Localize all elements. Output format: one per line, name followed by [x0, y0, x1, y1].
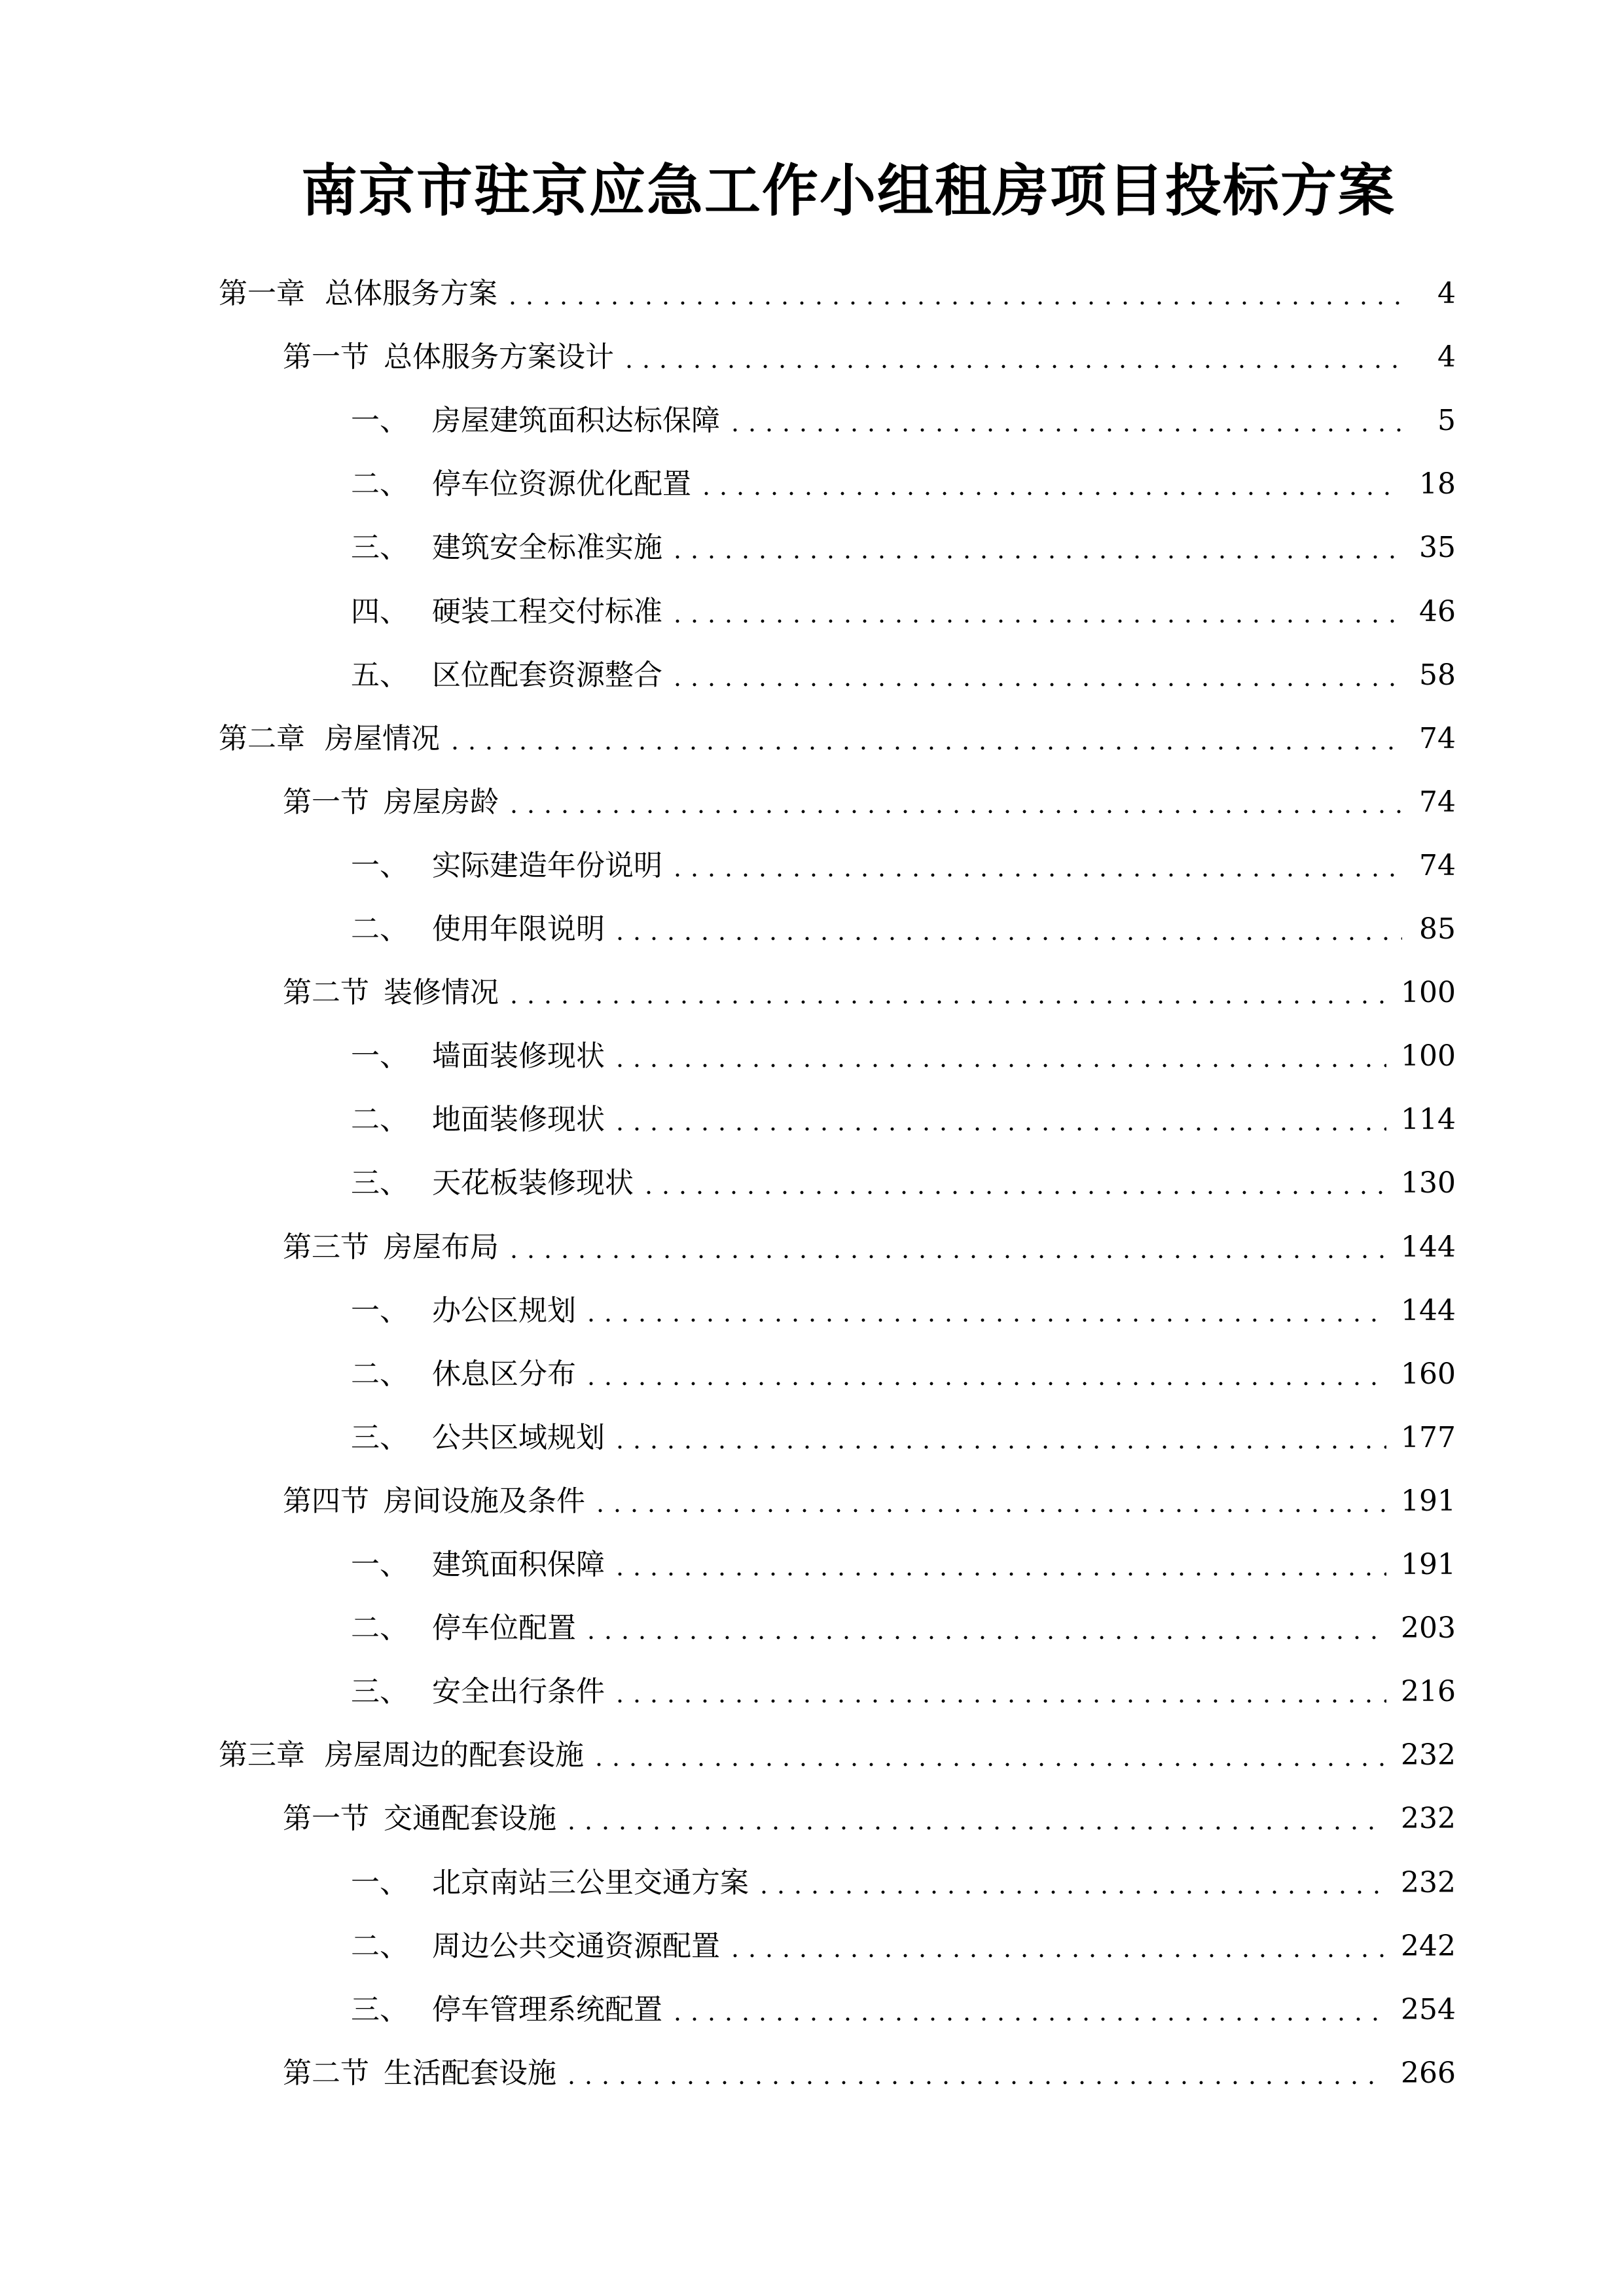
toc-page-number: 144 — [1401, 1230, 1456, 1264]
toc-dot-leader — [611, 1024, 1386, 1088]
toc-entry — [351, 1533, 1456, 1596]
toc-page-number: 177 — [1401, 1420, 1456, 1454]
toc-entry-title: 实际建造年份说明 — [432, 848, 662, 882]
toc-entry-number: 三、 — [351, 1166, 408, 1200]
toc-entry-number: 第二节 — [283, 976, 369, 1010]
toc-entry — [351, 1024, 1456, 1088]
toc-entry — [283, 1215, 1456, 1279]
toc-page-number: 4 — [1437, 340, 1456, 374]
toc-entry-title: 建筑安全标准实施 — [432, 531, 662, 565]
toc-dot-leader — [727, 389, 1402, 452]
toc-entry — [351, 1914, 1456, 1978]
toc-dot-leader — [611, 1088, 1386, 1151]
toc-dot-leader — [621, 325, 1402, 389]
toc-page-number: 130 — [1401, 1166, 1456, 1200]
toc-entry-title: 墙面装修现状 — [432, 1039, 605, 1073]
toc-entry-number: 一、 — [351, 404, 408, 438]
toc-page-number: 85 — [1419, 912, 1456, 946]
toc-entry-number: 第三章 — [219, 1738, 305, 1772]
toc-page-number: 232 — [1401, 1865, 1456, 1899]
toc-entry-number: 三、 — [351, 531, 408, 565]
toc-dot-leader — [583, 1279, 1386, 1342]
toc-entry-title: 办公区规划 — [432, 1293, 576, 1327]
toc-entry-number: 一、 — [351, 1039, 408, 1073]
toc-dot-leader — [640, 1151, 1386, 1215]
toc-page-number: 5 — [1437, 404, 1456, 438]
toc-entry-number: 第一节 — [283, 1802, 369, 1836]
toc-entry — [283, 2041, 1456, 2105]
toc-page-number: 191 — [1401, 1548, 1456, 1581]
toc-entry-title: 房屋情况 — [325, 721, 440, 755]
toc-entry-number: 三、 — [351, 1420, 408, 1454]
toc-entry-title: 总体服务方案设计 — [384, 340, 614, 374]
toc-entry — [283, 1469, 1456, 1533]
toc-page-number: 232 — [1401, 1738, 1456, 1772]
toc-entry-number: 二、 — [351, 1357, 408, 1391]
toc-entry-number: 三、 — [351, 1992, 408, 2026]
toc-dot-leader — [446, 707, 1402, 770]
toc-dot-leader — [563, 2041, 1386, 2105]
toc-page-number: 35 — [1419, 531, 1456, 565]
toc-entry-number: 二、 — [351, 467, 408, 501]
toc-entry — [283, 961, 1456, 1024]
toc-entry-title: 休息区分布 — [432, 1357, 576, 1391]
toc-entry — [351, 1660, 1456, 1723]
toc-page-number: 58 — [1419, 658, 1456, 692]
toc-dot-leader — [755, 1851, 1386, 1914]
toc-entry-title: 生活配套设施 — [384, 2056, 556, 2090]
toc-page-number: 216 — [1401, 1675, 1456, 1709]
toc-entry-number: 第一章 — [219, 277, 305, 310]
toc-entry-number: 第四节 — [283, 1484, 369, 1518]
toc-entry — [351, 643, 1456, 707]
toc-entry-title: 房间设施及条件 — [384, 1484, 585, 1518]
toc-dot-leader — [669, 1978, 1386, 2041]
toc-dot-leader — [505, 1215, 1386, 1279]
toc-entry-title: 停车管理系统配置 — [432, 1992, 662, 2026]
toc-dot-leader — [669, 516, 1402, 579]
toc-entry — [283, 770, 1456, 834]
toc-entry-title: 公共区域规划 — [432, 1420, 605, 1454]
toc-dot-leader — [592, 1469, 1386, 1533]
toc-dot-leader — [505, 770, 1402, 834]
toc-entry — [219, 1723, 1456, 1787]
toc-entry — [351, 1851, 1456, 1914]
toc-entry — [351, 897, 1456, 961]
toc-dot-leader — [583, 1342, 1386, 1406]
toc-page-number: 114 — [1401, 1103, 1456, 1137]
toc-page-number: 100 — [1401, 1039, 1456, 1073]
toc-entry — [351, 1151, 1456, 1215]
toc-entry — [351, 516, 1456, 579]
toc-entry-title: 房屋周边的配套设施 — [325, 1738, 584, 1772]
toc-page-number: 18 — [1419, 467, 1456, 501]
toc-dot-leader — [669, 643, 1402, 707]
toc-page-number: 100 — [1401, 976, 1456, 1010]
toc-entry-number: 三、 — [351, 1675, 408, 1709]
toc-entry-title: 北京南站三公里交通方案 — [432, 1865, 749, 1899]
toc-entry — [351, 834, 1456, 897]
toc-entry-number: 第二章 — [219, 721, 305, 755]
toc-entry-number: 一、 — [351, 1865, 408, 1899]
toc-entry — [351, 1978, 1456, 2041]
toc-page-number: 4 — [1437, 277, 1456, 310]
toc-entry-title: 房屋房龄 — [384, 785, 499, 819]
toc-entry-number: 第一节 — [283, 340, 369, 374]
toc-entry-title: 区位配套资源整合 — [432, 658, 662, 692]
toc-entry-title: 使用年限说明 — [432, 912, 605, 946]
toc-entry-number: 五、 — [351, 658, 408, 692]
toc-page-number: 203 — [1401, 1611, 1456, 1645]
document-title: 南京市驻京应急工作小组租房项目投标方案 — [301, 158, 1396, 224]
toc-page-number: 74 — [1419, 848, 1456, 882]
toc-entry-title: 安全出行条件 — [432, 1675, 605, 1709]
toc-dot-leader — [669, 580, 1402, 643]
toc-dot-leader — [611, 897, 1402, 961]
toc-entry — [351, 580, 1456, 643]
toc-dot-leader — [563, 1787, 1386, 1850]
toc-entry-title: 地面装修现状 — [432, 1103, 605, 1137]
toc-dot-leader — [669, 834, 1402, 897]
toc-dot-leader — [590, 1723, 1386, 1787]
toc-entry-number: 二、 — [351, 1929, 408, 1963]
toc-entry — [351, 452, 1456, 516]
toc-dot-leader — [611, 1406, 1386, 1469]
toc-entry — [351, 1279, 1456, 1342]
toc-entry — [283, 1787, 1456, 1850]
toc-dot-leader — [698, 452, 1402, 516]
toc-entry — [219, 262, 1456, 325]
toc-entry-number: 一、 — [351, 848, 408, 882]
toc-entry-title: 天花板装修现状 — [432, 1166, 634, 1200]
toc-entry-title: 停车位资源优化配置 — [432, 467, 691, 501]
toc-page-number: 74 — [1419, 785, 1456, 819]
toc-entry — [351, 1342, 1456, 1406]
toc-entry-title: 建筑面积保障 — [432, 1548, 605, 1581]
toc-entry-number: 二、 — [351, 1611, 408, 1645]
toc-page-number: 266 — [1401, 2056, 1456, 2090]
toc-entry — [351, 1596, 1456, 1660]
toc-entry-title: 交通配套设施 — [384, 1802, 556, 1836]
toc-entry-title: 硬装工程交付标准 — [432, 594, 662, 628]
toc-page-number: 160 — [1401, 1357, 1456, 1391]
toc-entry — [351, 1088, 1456, 1151]
toc-page-number: 74 — [1419, 721, 1456, 755]
toc-entry-number: 一、 — [351, 1293, 408, 1327]
toc-entry-number: 二、 — [351, 912, 408, 946]
toc-entry-number: 四、 — [351, 594, 408, 628]
toc-page-number: 144 — [1401, 1293, 1456, 1327]
toc-entry-number: 一、 — [351, 1548, 408, 1581]
toc-page-number: 242 — [1401, 1929, 1456, 1963]
toc-entry-number: 第三节 — [283, 1230, 369, 1264]
toc-entry — [219, 707, 1456, 770]
toc-entry-title: 房屋建筑面积达标保障 — [432, 404, 720, 438]
toc-page-number: 191 — [1401, 1484, 1456, 1518]
toc-dot-leader — [583, 1596, 1386, 1660]
toc-entry-title: 房屋布局 — [384, 1230, 499, 1264]
toc-entry-title: 停车位配置 — [432, 1611, 576, 1645]
toc-entry-title: 周边公共交通资源配置 — [432, 1929, 720, 1963]
toc-dot-leader — [611, 1660, 1386, 1723]
toc-dot-leader — [727, 1914, 1386, 1978]
toc-entry-number: 第二节 — [283, 2056, 369, 2090]
toc-page-number: 232 — [1401, 1802, 1456, 1836]
toc-entry — [351, 389, 1456, 452]
toc-entry-number: 第一节 — [283, 785, 369, 819]
toc-dot-leader — [504, 262, 1402, 325]
toc-entry — [351, 1406, 1456, 1469]
toc-page-number: 46 — [1419, 594, 1456, 628]
toc-page-number: 254 — [1401, 1992, 1456, 2026]
toc-entry — [283, 325, 1456, 389]
toc-entry-title: 装修情况 — [384, 976, 499, 1010]
toc-dot-leader — [611, 1533, 1386, 1596]
toc-entry-title: 总体服务方案 — [325, 277, 497, 310]
toc-dot-leader — [505, 961, 1386, 1024]
toc-entry-number: 二、 — [351, 1103, 408, 1137]
